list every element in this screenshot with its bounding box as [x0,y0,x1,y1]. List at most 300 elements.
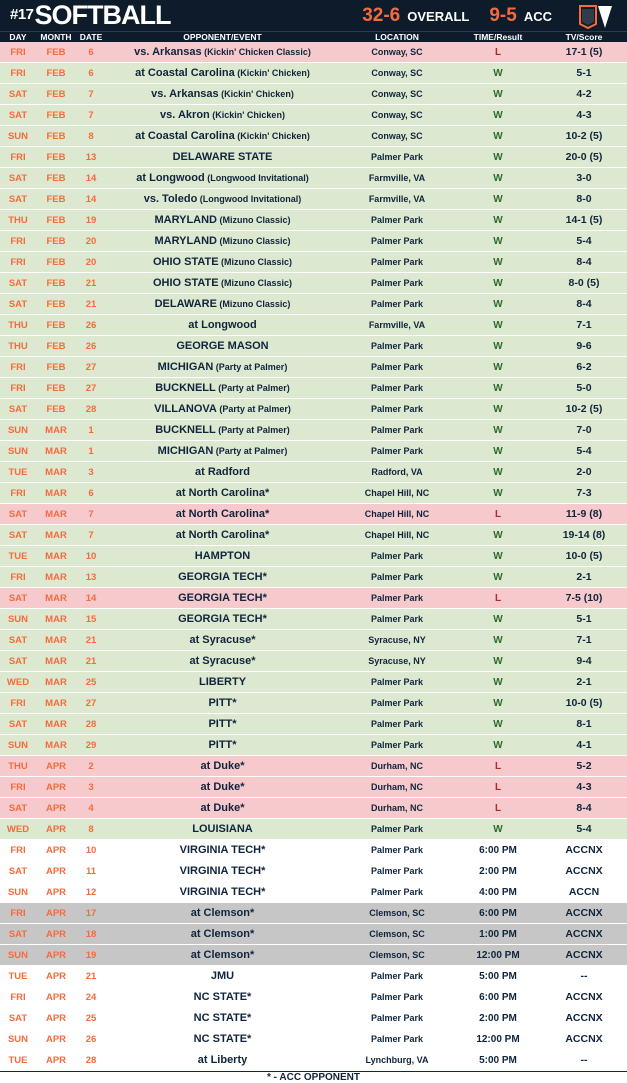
table-row[interactable] [0,420,627,441]
game-tv-score: 5-4 [576,445,592,457]
col-day: DAY [9,32,27,42]
game-opponent[interactable] [106,403,339,415]
opponent-name: NC STATE* [193,1033,252,1045]
game-opponent[interactable] [106,46,339,58]
game-tv-score: ACCNX [565,1033,603,1045]
game-tv-score: 8-1 [576,718,592,730]
game-time-result: L [494,592,502,604]
game-day: SAT [8,718,28,730]
game-day: SUN [7,424,29,436]
table-row[interactable] [0,42,627,63]
game-date: 18 [85,928,97,940]
game-time-result: W [493,424,503,436]
table-row[interactable] [0,84,627,105]
table-row[interactable] [0,168,627,189]
game-month: FEB [46,214,66,226]
table-row[interactable] [0,882,627,903]
game-date: 28 [85,403,97,415]
game-tv-score: -- [580,970,588,982]
game-day: FRI [10,46,26,58]
game-time-result: W [493,151,503,163]
game-opponent[interactable] [106,634,339,646]
opponent-name: LOUISIANA [192,823,253,835]
game-opponent[interactable] [106,67,339,79]
game-tv-score: 2-1 [576,676,592,688]
game-month: MAR [45,676,67,688]
game-time-result: W [493,739,503,751]
overall-record: 32-6 [362,4,401,26]
game-day: WED [6,823,30,835]
game-tv-score: 2-1 [576,571,592,583]
game-tv-score: 2-0 [576,466,592,478]
record-summary [362,5,565,27]
game-time-result: W [493,298,503,310]
opponent-event: (Longwood Invitational) [197,194,302,204]
game-month: FEB [46,361,66,373]
game-time-result: W [493,130,503,142]
page-header [0,0,627,31]
schedule-table [0,42,627,1071]
game-location: Durham, NC [370,782,423,792]
game-day: SAT [8,655,28,667]
game-date: 10 [85,550,97,562]
game-month: FEB [46,88,66,100]
game-tv-score: ACCNX [565,865,603,877]
game-day: SAT [8,403,28,415]
table-row[interactable] [0,525,627,546]
game-opponent[interactable] [106,424,339,436]
game-month: FEB [46,46,66,58]
opponent-name: at Syracuse* [189,634,256,646]
opponent-name: MARYLAND [154,214,217,226]
game-location: Palmer Park [370,740,424,750]
table-row[interactable] [0,357,627,378]
opponent-event: (Kickin' Chicken) [209,110,285,120]
table-row[interactable] [0,567,627,588]
game-opponent[interactable] [106,613,339,625]
game-day: SAT [8,1012,28,1024]
game-time-result: W [493,256,503,268]
game-opponent[interactable] [106,109,339,121]
game-location: Chapel Hill, NC [364,488,430,498]
game-opponent[interactable] [106,382,339,394]
game-location: Palmer Park [370,614,424,624]
game-month: FEB [46,298,66,310]
game-tv-score: 10-0 (5) [565,697,603,709]
overall-label: OVERALL [407,8,470,24]
game-time-result: W [493,697,503,709]
col-opponent: OPPONENT/EVENT [183,32,262,42]
game-location: Palmer Park [370,992,424,1002]
game-month: FEB [46,340,66,352]
table-row[interactable] [0,378,627,399]
game-opponent[interactable] [106,340,339,352]
game-month: FEB [46,109,66,121]
opponent-name: at North Carolina* [175,508,270,520]
table-row[interactable] [0,462,627,483]
game-date: 21 [85,970,97,982]
opponent-name: GEORGIA TECH* [178,613,267,625]
opponent-name: MICHIGAN [157,445,214,457]
opponent-name: NC STATE* [193,1012,252,1024]
game-day: SAT [8,172,28,184]
table-row[interactable] [0,798,627,819]
table-row[interactable] [0,126,627,147]
game-location: Palmer Park [370,425,424,435]
game-location: Chapel Hill, NC [364,509,430,519]
game-month: MAR [45,571,67,583]
game-date: 4 [88,802,94,814]
game-time-result: W [493,109,503,121]
game-tv-score: -- [580,1054,588,1066]
opponent-event: (Kickin' Chicken) [234,68,310,78]
game-day: SAT [8,634,28,646]
game-day: SUN [7,445,29,457]
opponent-event: (Party at Palmer) [215,425,290,435]
game-tv-score: 20-0 (5) [565,151,603,163]
game-location: Chapel Hill, NC [364,530,430,540]
table-row[interactable] [0,294,627,315]
game-date: 14 [85,172,97,184]
game-opponent[interactable] [106,529,339,541]
game-time-result: 12:00 PM [476,949,520,961]
table-row[interactable] [0,945,627,966]
opponent-name: at Liberty [197,1054,248,1066]
table-row[interactable] [0,1008,627,1029]
game-month: MAR [45,655,67,667]
table-row[interactable] [0,819,627,840]
game-location: Palmer Park [370,299,424,309]
game-opponent[interactable] [106,970,339,982]
game-day: FRI [10,781,26,793]
game-date: 24 [85,991,97,1003]
game-month: MAR [45,466,67,478]
game-time-result: W [493,340,503,352]
game-day: FRI [10,235,26,247]
game-tv-score: 9-4 [576,655,592,667]
game-day: FRI [10,571,26,583]
game-location: Syracuse, NY [368,656,426,666]
table-row[interactable] [0,546,627,567]
game-day: TUE [8,466,28,478]
game-location: Clemson, SC [369,929,425,939]
game-time-result: L [494,781,502,793]
table-row[interactable] [0,147,627,168]
game-day: SAT [8,865,28,877]
game-date: 12 [85,886,97,898]
game-location: Conway, SC [371,89,423,99]
game-date: 7 [88,529,94,541]
game-month: FEB [46,403,66,415]
game-month: MAR [45,424,67,436]
game-tv-score: 7-1 [576,319,592,331]
table-row[interactable] [0,651,627,672]
col-month: MONTH [40,32,72,42]
game-opponent[interactable] [106,697,339,709]
opponent-name: at Clemson* [190,907,255,919]
opponent-name: at Syracuse* [189,655,256,667]
game-time-result: L [494,802,502,814]
game-opponent[interactable] [106,172,339,184]
game-day: SUN [7,1033,29,1045]
game-date: 10 [85,844,97,856]
game-opponent[interactable] [106,655,339,667]
game-opponent[interactable] [106,760,339,772]
opponent-event: (Mizuno Classic) [216,299,291,309]
game-opponent[interactable] [106,235,339,247]
game-time-result: W [493,823,503,835]
game-opponent[interactable] [106,844,339,856]
game-time-result: W [493,529,503,541]
game-location: Lynchburg, VA [365,1055,429,1065]
table-row[interactable] [0,189,627,210]
table-row[interactable] [0,672,627,693]
game-tv-score: ACCNX [565,844,603,856]
game-date: 20 [85,235,97,247]
game-opponent[interactable] [106,1033,339,1045]
game-location: Durham, NC [370,803,423,813]
game-tv-score: 19-14 (8) [562,529,606,541]
game-month: APR [45,907,67,919]
game-date: 14 [85,193,97,205]
game-tv-score: 8-4 [576,802,592,814]
game-opponent[interactable] [106,907,339,919]
game-opponent[interactable] [106,151,339,163]
game-tv-score: 6-2 [576,361,592,373]
opponent-event: (Party at Palmer) [215,383,290,393]
game-month: APR [45,1012,67,1024]
game-opponent[interactable] [106,88,339,100]
game-date: 14 [85,592,97,604]
opponent-name: at Longwood [188,319,257,331]
opponent-name: at Clemson* [190,928,255,940]
table-row[interactable] [0,840,627,861]
table-row[interactable] [0,1050,627,1071]
table-row[interactable] [0,735,627,756]
game-month: MAR [45,718,67,730]
game-date: 13 [85,571,97,583]
game-opponent[interactable] [106,361,339,373]
table-row[interactable] [0,441,627,462]
game-date: 20 [85,256,97,268]
game-date: 6 [88,46,94,58]
opponent-name: PITT* [208,718,237,730]
game-opponent[interactable] [106,214,339,226]
game-opponent[interactable] [106,193,339,205]
game-opponent[interactable] [106,445,339,457]
opponent-event: (Longwood Invitational) [204,173,309,183]
table-row[interactable] [0,987,627,1008]
game-opponent[interactable] [106,949,339,961]
game-tv-score: 8-4 [576,256,592,268]
table-row[interactable] [0,210,627,231]
game-opponent[interactable] [106,571,339,583]
game-location: Palmer Park [370,236,424,246]
opponent-name: at Radford [195,466,250,478]
game-location: Palmer Park [370,362,424,372]
game-month: APR [45,1054,67,1066]
game-time-result: W [493,361,503,373]
game-day: FRI [10,697,26,709]
game-month: MAR [45,529,67,541]
game-location: Radford, VA [371,467,423,477]
opponent-event: (Mizuno Classic) [217,236,291,246]
game-opponent[interactable] [106,928,339,940]
table-row[interactable] [0,315,627,336]
opponent-name: at North Carolina* [175,487,270,499]
game-day: SAT [8,193,28,205]
game-opponent[interactable] [106,802,339,814]
game-tv-score: 4-2 [576,88,592,100]
game-opponent[interactable] [106,130,339,142]
game-location: Palmer Park [370,257,424,267]
game-opponent[interactable] [106,550,339,562]
table-row[interactable] [0,336,627,357]
table-row[interactable] [0,756,627,777]
game-date: 6 [88,487,94,499]
table-row[interactable] [0,693,627,714]
game-month: MAR [45,445,67,457]
table-row[interactable] [0,714,627,735]
opponent-name: JMU [210,970,235,982]
game-time-result: W [493,277,503,289]
game-month: FEB [46,193,66,205]
opponent-name: at Duke* [200,781,245,793]
game-month: MAR [45,739,67,751]
table-row[interactable] [0,483,627,504]
opponent-name: at Duke* [200,802,245,814]
game-tv-score: 17-1 (5) [565,46,603,58]
game-month: MAR [45,634,67,646]
game-day: SUN [7,886,29,898]
game-day: SUN [7,130,29,142]
table-row[interactable] [0,105,627,126]
game-date: 25 [85,676,97,688]
table-row[interactable] [0,63,627,84]
game-opponent[interactable] [106,676,339,688]
table-row[interactable] [0,231,627,252]
game-time-result: W [493,676,503,688]
game-day: FRI [10,67,26,79]
opponent-name: VILLANOVA [154,403,217,415]
game-opponent[interactable] [106,298,339,310]
game-month: FEB [46,382,66,394]
game-opponent[interactable] [106,487,339,499]
game-date: 11 [85,865,97,877]
game-opponent[interactable] [106,592,339,604]
game-location: Conway, SC [371,47,423,57]
game-month: APR [45,886,67,898]
game-location: Durham, NC [370,761,423,771]
table-row[interactable] [0,966,627,987]
table-row[interactable] [0,588,627,609]
game-opponent[interactable] [106,739,339,751]
table-row[interactable] [0,630,627,651]
opponent-name: at North Carolina* [175,529,270,541]
game-month: FEB [46,256,66,268]
game-tv-score: 8-0 (5) [568,277,600,289]
table-row[interactable] [0,273,627,294]
game-opponent[interactable] [106,508,339,520]
game-opponent[interactable] [106,256,339,268]
game-date: 17 [85,907,97,919]
opponent-name: vs. Arkansas [134,46,202,58]
game-date: 7 [88,508,94,520]
game-tv-score: 4-3 [576,781,592,793]
game-opponent[interactable] [106,319,339,331]
game-opponent[interactable] [106,1054,339,1066]
game-location: Palmer Park [370,404,424,414]
game-date: 3 [88,781,94,793]
game-opponent[interactable] [106,466,339,478]
opponent-name: at Coastal Carolina [135,67,235,79]
table-row[interactable] [0,399,627,420]
game-month: MAR [45,613,67,625]
opponent-name: VIRGINIA TECH* [179,844,266,856]
game-opponent[interactable] [106,865,339,877]
game-month: APR [45,844,67,856]
game-time-result: 5:00 PM [479,1054,517,1066]
table-row[interactable] [0,924,627,945]
game-month: APR [45,802,67,814]
game-time-result: W [493,487,503,499]
table-row[interactable] [0,777,627,798]
game-date: 2 [88,760,94,772]
game-opponent[interactable] [106,823,339,835]
game-day: SAT [8,928,28,940]
opponent-name: MARYLAND [154,235,217,247]
opponent-event: (Mizuno Classic) [218,278,293,288]
opponent-name: GEORGIA TECH* [178,571,267,583]
game-tv-score: 5-0 [576,382,592,394]
game-day: SAT [8,529,28,541]
game-opponent[interactable] [106,718,339,730]
game-day: SAT [8,802,28,814]
opponent-event: (Party at Palmer) [216,404,291,414]
game-opponent[interactable] [106,991,339,1003]
footer-note: * - ACC OPPONENT [0,1071,627,1083]
game-month: MAR [45,550,67,562]
table-row[interactable] [0,504,627,525]
game-time-result: 2:00 PM [479,865,517,877]
table-row[interactable] [0,861,627,882]
game-time-result: W [493,613,503,625]
game-time-result: W [493,214,503,226]
game-location: Palmer Park [370,971,424,981]
game-day: THU [8,760,28,772]
game-opponent[interactable] [106,886,339,898]
table-row[interactable] [0,1029,627,1050]
game-month: APR [45,865,67,877]
game-opponent[interactable] [106,1012,339,1024]
table-row[interactable] [0,903,627,924]
table-row[interactable] [0,252,627,273]
game-opponent[interactable] [106,277,339,289]
game-location: Palmer Park [370,383,424,393]
game-tv-score: 4-3 [576,109,592,121]
game-day: TUE [8,970,28,982]
game-location: Clemson, SC [369,950,425,960]
game-tv-score: 10-0 (5) [565,550,603,562]
game-time-result: W [493,193,503,205]
game-location: Farmville, VA [368,194,426,204]
game-day: SUN [7,613,29,625]
game-day: THU [8,319,28,331]
game-month: FEB [46,319,66,331]
game-date: 21 [85,655,97,667]
table-row[interactable] [0,609,627,630]
game-opponent[interactable] [106,781,339,793]
